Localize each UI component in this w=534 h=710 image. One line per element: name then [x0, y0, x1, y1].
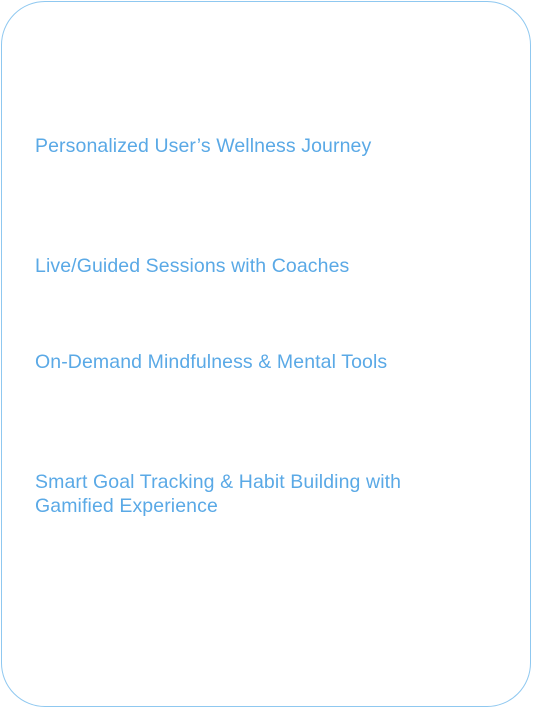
feature-title-wellness-journey: Personalized User’s Wellness Journey [35, 135, 372, 157]
feature-title-mindfulness-tools: On-Demand Mindfulness & Mental Tools [35, 351, 388, 373]
feature-title-guided-sessions: Live/Guided Sessions with Coaches [35, 255, 350, 277]
feature-title-goal-tracking: Smart Goal Tracking & Habit Building with Gamified Experience [35, 471, 402, 517]
features-card [1, 1, 531, 707]
